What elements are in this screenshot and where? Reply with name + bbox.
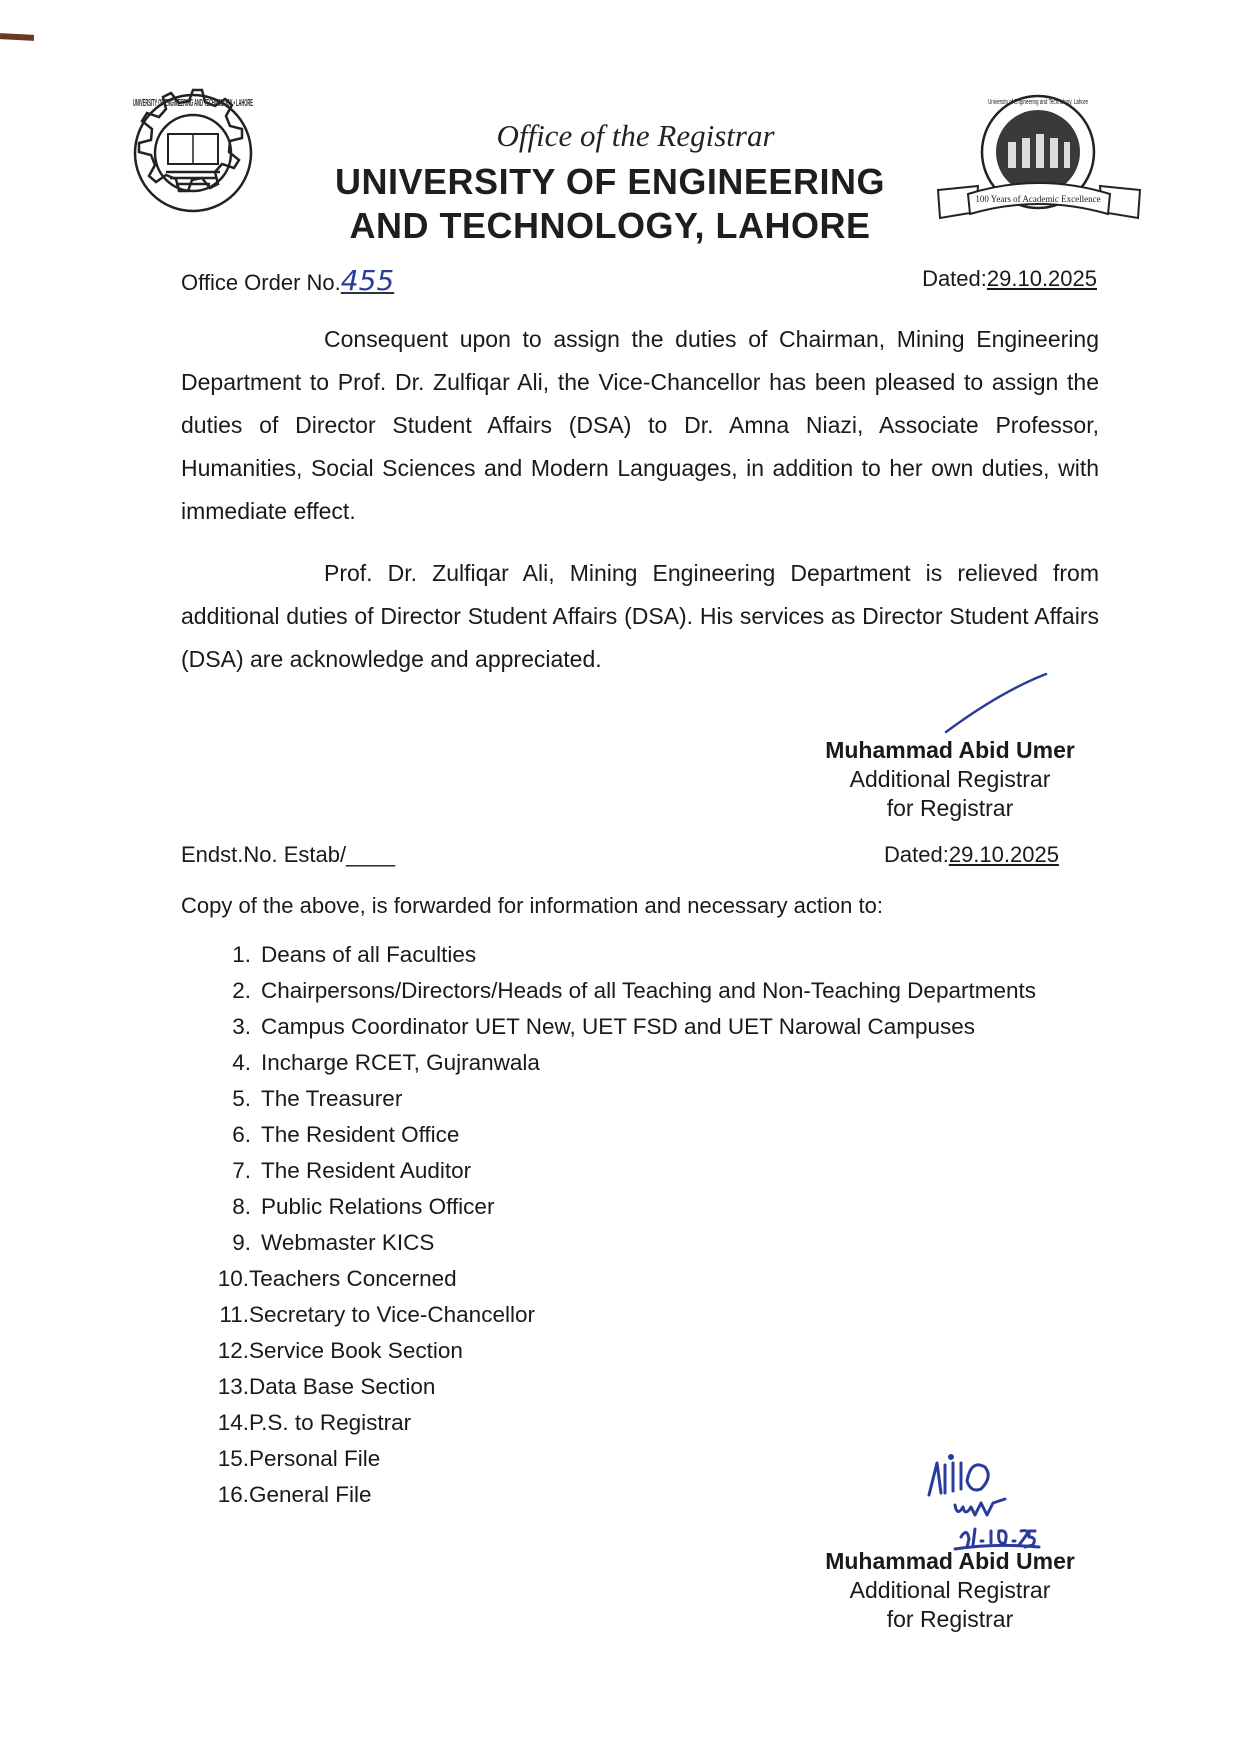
list-item: 10. Teachers Concerned [217, 1266, 457, 1291]
list-item: 7. The Resident Auditor [232, 1158, 472, 1183]
paragraph-2-text: Prof. Dr. Zulfiqar Ali, Mining Engineering Department is relieved from additional duties of Director Student Affairs (DSA). His services as Director Student Affairs (DSA) are acknowledge and appreciated. [181, 560, 1099, 672]
list-item: 2. Chairpersons/Directors/Heads of all Teaching and Non-Teaching Departments [232, 978, 1036, 1003]
list-item: 13. Data Base Section [217, 1374, 436, 1399]
signature-block-2 [800, 1547, 1100, 1634]
university-line-1: UNIVERSITY OF ENGINEERING [335, 161, 885, 202]
list-item: 14. P.S. to Registrar [217, 1410, 412, 1435]
endorsement-date [884, 842, 1059, 868]
list-item: 8. Public Relations Officer [232, 1194, 495, 1219]
copy-forward-text: Copy of the above, is forwarded for information and necessary action to: [181, 893, 883, 918]
paragraph-1 [181, 318, 1099, 533]
logo-right-text: University of Engineering and Technology, Lahore [988, 99, 1089, 106]
list-item: 12. Service Book Section [217, 1338, 463, 1363]
office-title: Office of the Registrar [496, 118, 775, 153]
uet-centenary-logo [928, 90, 1150, 240]
signatory-for: for Registrar [886, 795, 1014, 821]
order-date [922, 266, 1097, 292]
university-line-2: AND TECHNOLOGY, LAHORE [349, 205, 871, 246]
distribution-list [213, 942, 1036, 1518]
office-order-number: 455 [340, 264, 395, 297]
university-name [300, 160, 920, 248]
paragraph-1-text: Consequent upon to assign the duties of Chairman, Mining Engineering Department to Prof. Dr. Zulfiqar Ali, the Vice-Chancellor has been pleased to assign the duties of Director Student Affairs (DSA) to Dr. Amna Niazi, Associate Professor, Humanities, Social Sciences and Modern Languages, in addition to her own duties, with immediate effect. [181, 326, 1099, 524]
signatory-name-2: Muhammad Abid Umer [825, 1548, 1075, 1574]
order-dated-label: Dated: [922, 266, 987, 291]
logo-left-text: UNIVERSITY OF ENGINEERING AND TECHNOLOGY • LAHORE [133, 98, 254, 109]
handwritten-signature [915, 1455, 1065, 1553]
endorsement-dated-label: Dated: [884, 842, 949, 867]
list-item: 3. Campus Coordinator UET New, UET FSD and UET Narowal Campuses [232, 1014, 976, 1039]
list-item: 5. The Treasurer [232, 1086, 403, 1111]
list-item: 11. Secretary to Vice-Chancellor [219, 1302, 535, 1327]
signatory-for-2: for Registrar [886, 1606, 1014, 1632]
signature-block-1 [800, 736, 1100, 823]
office-order-label: Office Order No. [181, 270, 341, 295]
list-item: 1. Deans of all Faculties [232, 942, 477, 967]
logo-right-ribbon: 100 Years of Academic Excellence [975, 194, 1101, 204]
list-item: 4. Incharge RCET, Gujranwala [232, 1050, 540, 1075]
signatory-title-2: Additional Registrar [849, 1577, 1051, 1603]
list-item: 9. Webmaster KICS [232, 1230, 435, 1255]
signatory-name: Muhammad Abid Umer [825, 737, 1075, 763]
office-order-line [181, 264, 394, 297]
corner-mark [0, 33, 34, 41]
endorsement-date-value: 29.10.2025 [948, 842, 1059, 867]
paragraph-2 [181, 552, 1099, 681]
signatory-title: Additional Registrar [849, 766, 1051, 792]
list-item: 6. The Resident Office [232, 1122, 460, 1147]
list-item: 16. General File [217, 1482, 372, 1507]
list-item: 15. Personal File [217, 1446, 381, 1471]
order-date-value: 29.10.2025 [986, 266, 1097, 291]
signature-stroke [940, 668, 1050, 736]
endorsement-number: Endst.No. Estab/____ [181, 842, 396, 867]
